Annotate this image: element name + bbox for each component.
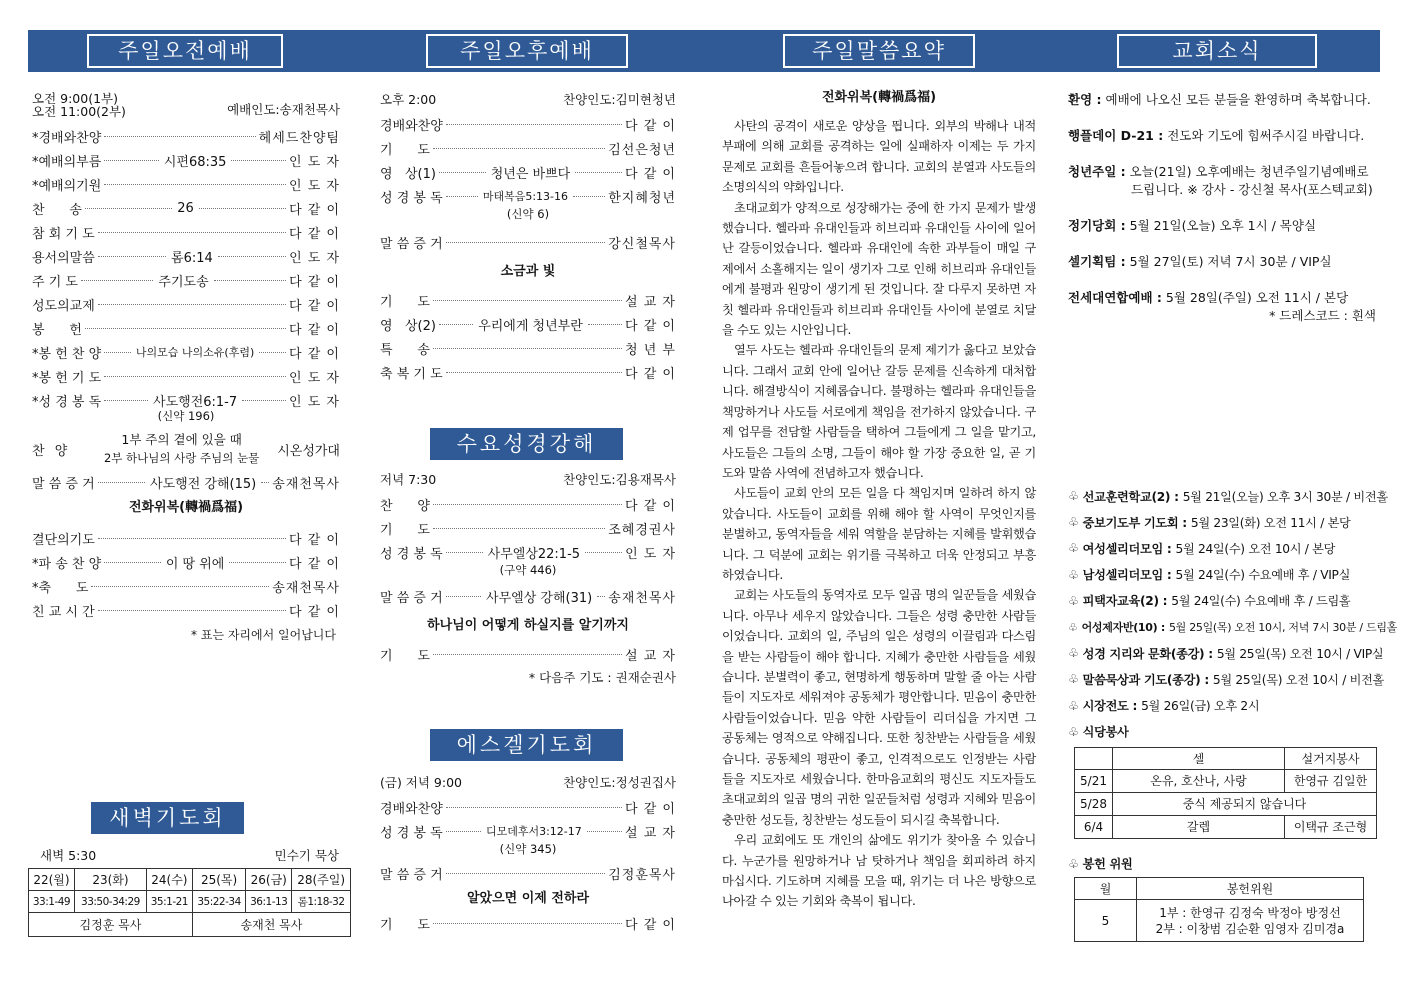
ezekiel-scripture-sub: (신약 345) bbox=[499, 842, 557, 856]
news-list-item bbox=[1068, 509, 1380, 535]
row-label: *봉 헌 찬 양 bbox=[32, 346, 102, 362]
row-label: *봉 헌 기 도 bbox=[32, 370, 102, 386]
row-leader: 조혜경권사 bbox=[608, 522, 676, 538]
summary-paragraph: 열두 사도는 헬라파 유대인들의 문제 제기가 옳다고 보았습니다. 그래서 교회 안에 일어난 갈등 문제를 신속하게 대처합니다. 해결방식이 지혜롭습니다. 불평하는 헬라파 유대인들을 책망하거나 사도들 서로에게 책임을 전가하지 않았습니다. 구제 업무를 전담할 사람들을 택하여 그들에게 그 일을 맡기고, 사도들은 그들의 소명, 그들이 해야 할 가장 중요한 일, 곧 기도와 말씀 사역에 전념하고자 했습니다. bbox=[722, 343, 1036, 480]
summary-title: 전화위복(轉禍爲福) bbox=[821, 90, 937, 105]
order-row bbox=[380, 540, 676, 564]
news-cell-plan bbox=[1068, 252, 1380, 270]
order-row bbox=[380, 160, 676, 184]
summary-paragraph: 사탄의 공격이 새로운 양상을 띕니다. 외부의 박해나 내적 부패에 의해 교회를 공격하는 일에 실패하자 이제는 두 가지 문제로 교회를 흔들어놓으려 합니다. 교회의 분열과 사도들의 소명의식의 약화입니다. bbox=[722, 119, 1036, 195]
offering-table bbox=[1074, 877, 1364, 942]
order-row bbox=[32, 148, 340, 172]
order-row bbox=[380, 312, 676, 336]
row-label: *경배와찬양 bbox=[32, 130, 102, 146]
row-mid: 나의모습 나의소유(후렴) bbox=[135, 346, 255, 359]
order-row bbox=[32, 220, 340, 244]
offering-line1: 1부 : 한영규 김정숙 박정아 방정선 bbox=[1159, 905, 1341, 920]
news-text: 5월 21일(오늘) 오후 1시 / 목양실 bbox=[1129, 218, 1317, 233]
news-key: 성경 지리와 문화(종강) : bbox=[1082, 646, 1213, 661]
row-mid: 26 bbox=[177, 200, 194, 216]
order-row bbox=[32, 196, 340, 220]
news-key: 선교훈련학교(2) : bbox=[1082, 489, 1179, 504]
row-leader: 다 같 이 bbox=[625, 366, 676, 382]
wednesday-sermon-row bbox=[380, 584, 676, 608]
order-row bbox=[380, 136, 676, 160]
anthem-line2: 2부 하나님의 사랑 주님의 눈물 bbox=[103, 451, 260, 465]
summary-section bbox=[722, 86, 1036, 912]
news-dday bbox=[1068, 126, 1380, 144]
row-label: 말 씀 증 거 bbox=[380, 236, 443, 252]
afternoon-sermon-row bbox=[380, 230, 676, 254]
header-afternoon: 주일오후예배 bbox=[426, 34, 628, 68]
row-label: 친 교 시 간 bbox=[32, 604, 95, 620]
news-youth bbox=[1068, 162, 1380, 180]
offering-title-row bbox=[1068, 851, 1380, 877]
news-text: 5월 25일(목) 오전 10시 / 비전홀 bbox=[1212, 672, 1385, 687]
morning-sermon-row bbox=[32, 470, 340, 494]
row-mid: 우리에게 청년부란 bbox=[478, 318, 583, 334]
news-key: 어성제자반(10) : bbox=[1081, 621, 1165, 635]
news-key: 정기당회 : bbox=[1068, 218, 1126, 233]
meal-row bbox=[1075, 792, 1377, 815]
afternoon-leader: 찬양인도:김미현청년 bbox=[563, 92, 676, 107]
dawn-day: 26(금) bbox=[246, 869, 292, 891]
meal-wash: 이택규 조근형 bbox=[1285, 815, 1377, 838]
dawn-table bbox=[28, 868, 351, 937]
dawn-pastor1: 김정훈 목사 bbox=[29, 913, 193, 937]
morning-scripture-sub: (신약 196) bbox=[157, 409, 215, 423]
row-label: 말 씀 증 거 bbox=[380, 867, 443, 883]
clover-icon: ♧ bbox=[1068, 541, 1079, 556]
dawn-pastor2: 송재천 목사 bbox=[192, 913, 350, 937]
row-leader: 청 년 부 bbox=[625, 342, 676, 358]
order-row bbox=[380, 360, 676, 384]
row-leader: 인 도 자 bbox=[289, 178, 340, 194]
meal-date: 5/28 bbox=[1075, 792, 1113, 815]
row-leader: 다 같 이 bbox=[625, 917, 676, 933]
row-label: 경배와찬양 bbox=[380, 801, 443, 817]
order-row bbox=[32, 574, 340, 598]
meal-row bbox=[1075, 815, 1377, 838]
order-row bbox=[380, 642, 676, 666]
meal-header-cell: 셀 bbox=[1113, 747, 1285, 769]
row-mid: 사도행전6:1-7 bbox=[153, 394, 238, 410]
row-leader: 다 같 이 bbox=[289, 226, 340, 242]
order-row bbox=[380, 819, 676, 843]
row-label: 특 송 bbox=[380, 342, 430, 358]
dawn-book: 민수기 묵상 bbox=[274, 848, 339, 863]
news-list-item bbox=[1068, 562, 1380, 588]
wednesday-title: 수요성경강해 bbox=[430, 428, 623, 460]
dawn-ref: 36:1-13 bbox=[246, 891, 292, 913]
row-leader: 다 같 이 bbox=[289, 532, 340, 548]
row-leader: 다 같 이 bbox=[289, 556, 340, 572]
row-leader: 송재천목사 bbox=[272, 580, 340, 596]
row-leader: 다 같 이 bbox=[289, 322, 340, 338]
row-leader: 인 도 자 bbox=[289, 394, 340, 410]
row-mid: 마태복음5:13-16 bbox=[482, 190, 569, 203]
news-text: 5월 28일(주일) 오전 11시 / 본당 bbox=[1165, 290, 1349, 305]
row-leader: 다 같 이 bbox=[289, 274, 341, 290]
offering-header-members: 봉헌위원 bbox=[1137, 878, 1364, 900]
row-leader: 인 도 자 bbox=[289, 154, 340, 170]
dawn-day: 24(수) bbox=[146, 869, 192, 891]
row-leader: 김정훈목사 bbox=[608, 867, 676, 883]
row-label: 기 도 bbox=[380, 648, 430, 664]
wednesday-scripture-sub: (구약 446) bbox=[499, 563, 557, 577]
news-list-item bbox=[1068, 483, 1388, 509]
order-row bbox=[32, 244, 340, 268]
row-mid: 주기도송 bbox=[158, 274, 209, 290]
ezekiel-sermon-title: 알았으면 이제 전하라 bbox=[466, 891, 590, 906]
row-label: 성 경 봉 독 bbox=[380, 825, 443, 841]
news-session bbox=[1068, 216, 1380, 234]
row-label: 말 씀 증 거 bbox=[32, 476, 95, 492]
row-leader: 송재천목사 bbox=[272, 476, 340, 492]
row-label: 기 도 bbox=[380, 917, 430, 933]
meal-header-wash: 설거지봉사 bbox=[1285, 747, 1377, 769]
meal-table bbox=[1074, 747, 1377, 839]
ezekiel-section bbox=[380, 771, 676, 935]
row-label: 축 복 기 도 bbox=[380, 366, 443, 382]
dawn-ref: 롬1:18-32 bbox=[292, 891, 351, 913]
header-summary: 주일말씀요약 bbox=[783, 34, 975, 68]
news-key: 말씀묵상과 기도(종강) : bbox=[1082, 672, 1209, 687]
dawn-title: 새벽기도회 bbox=[91, 802, 244, 834]
row-leader: 다 같 이 bbox=[625, 318, 676, 334]
news-joint-worship bbox=[1068, 288, 1380, 306]
news-key: 셀기획팀 : bbox=[1068, 254, 1126, 269]
row-leader: 김선은청년 bbox=[608, 142, 676, 158]
row-label: *예배의부름 bbox=[32, 154, 102, 170]
summary-paragraph: 우리 교회에도 또 개인의 삶에도 위기가 찾아올 수 있습니다. 누군가를 원망하거나 남 탓하거나 책임을 회피하려 하지 마십시다. 기도하며 지혜를 모을 때, 위기는 더 나은 방향으로 나아갈 수 있는 기회와 축복이 됩니다. bbox=[722, 833, 1036, 909]
dawn-day: 23(화) bbox=[74, 869, 146, 891]
order-row bbox=[32, 550, 340, 574]
row-leader: 다 같 이 bbox=[625, 801, 676, 817]
news-list-item bbox=[1068, 719, 1380, 745]
news-list-item bbox=[1068, 640, 1384, 666]
row-label: *성 경 봉 독 bbox=[32, 394, 102, 410]
morning-sermon-title: 전화위복(轉禍爲福) bbox=[128, 500, 244, 515]
news-key: 환영 : bbox=[1068, 92, 1102, 107]
order-row bbox=[32, 124, 340, 148]
row-mid: 사무엘상 강해(31) bbox=[486, 590, 593, 606]
order-row bbox=[32, 268, 340, 292]
row-leader: 다 같 이 bbox=[625, 498, 676, 514]
news-text: 5월 27일(토) 저녁 7시 30분 / VIP실 bbox=[1129, 254, 1332, 269]
ezekiel-leader: 찬양인도:정성권집사 bbox=[563, 775, 676, 790]
row-label: 기 도 bbox=[380, 522, 430, 538]
row-mid: 디모데후서3:12-17 bbox=[485, 825, 582, 838]
news-key: 중보기도부 기도회 : bbox=[1082, 515, 1187, 530]
order-row bbox=[380, 112, 676, 136]
row-leader: 다 같 이 bbox=[625, 118, 676, 134]
afternoon-sermon-title: 소금과 빛 bbox=[500, 264, 556, 279]
row-label: 성 경 봉 독 bbox=[380, 546, 443, 562]
row-label: 말 씀 증 거 bbox=[380, 590, 443, 606]
news-key: 행플데이 D-21 : bbox=[1068, 128, 1164, 143]
row-leader: 다 같 이 bbox=[289, 604, 340, 620]
news-key: 남성셀리더모임 : bbox=[1082, 568, 1172, 583]
news-text: 5월 24일(수) 수요예배 후 / 드림홀 bbox=[1171, 594, 1351, 609]
offering-month: 5 bbox=[1075, 900, 1137, 942]
row-leader: 설 교 자 bbox=[625, 825, 676, 841]
afternoon-scripture-sub: (신약 6) bbox=[506, 207, 550, 221]
row-mid: 이 땅 위에 bbox=[165, 556, 225, 572]
news-key: 여성셀리더모임 : bbox=[1082, 541, 1172, 556]
row-leader: 설 교 자 bbox=[625, 648, 676, 664]
row-leader: 다 같 이 bbox=[625, 166, 676, 182]
row-mid: 사무엘상22:1-5 bbox=[487, 546, 581, 562]
ezekiel-sermon-row bbox=[380, 861, 676, 885]
wednesday-sermon-title: 하나님이 어떻게 하실지를 알기까지 bbox=[427, 618, 629, 633]
row-leader: 인 도 자 bbox=[289, 370, 340, 386]
dawn-section bbox=[28, 846, 351, 937]
news-text: 5월 25일(목) 오전 10시 / VIP실 bbox=[1216, 646, 1384, 661]
row-leader: 설 교 자 bbox=[625, 294, 676, 310]
clover-icon: ♧ bbox=[1068, 672, 1079, 687]
clover-icon: ♧ bbox=[1068, 646, 1079, 661]
anthem-line1: 1부 주의 곁에 있을 때 bbox=[121, 432, 242, 447]
row-label: 결단의기도 bbox=[32, 532, 95, 548]
morning-time1: 오전 9:00(1부) bbox=[32, 91, 118, 106]
dawn-ref: 35:22-34 bbox=[192, 891, 245, 913]
meal-cell: 온유, 호산나, 사랑 bbox=[1113, 769, 1285, 792]
row-label: *예배의기원 bbox=[32, 178, 102, 194]
row-leader: 다 같 이 bbox=[289, 346, 340, 362]
clover-icon: ♧ bbox=[1068, 620, 1078, 634]
news-key: 전세대연합예배 : bbox=[1068, 290, 1162, 305]
row-leader: 인 도 자 bbox=[289, 250, 341, 266]
row-leader: 다 같 이 bbox=[289, 298, 340, 314]
wednesday-time: 저녁 7:30 bbox=[380, 472, 437, 487]
afternoon-time: 오후 2:00 bbox=[380, 92, 437, 107]
news-key: 피택자교육(2) : bbox=[1082, 594, 1168, 609]
offering-header-month: 월 bbox=[1075, 878, 1137, 900]
row-label: 영 상(2) bbox=[380, 318, 436, 334]
news-text: 오늘(21일) 오후예배는 청년주일기념예배로 bbox=[1129, 164, 1369, 179]
dawn-day: 28(주일) bbox=[292, 869, 351, 891]
afternoon-section bbox=[380, 88, 676, 384]
dawn-ref: 33:1-49 bbox=[29, 891, 75, 913]
dawn-ref: 33:50-34:29 bbox=[74, 891, 146, 913]
row-leader: 헤세드찬양팀 bbox=[258, 130, 340, 146]
morning-note: * 표는 자리에서 일어납니다 bbox=[191, 628, 336, 642]
order-row bbox=[380, 911, 676, 935]
order-row bbox=[32, 172, 340, 196]
row-label: 용서의말씀 bbox=[32, 250, 95, 266]
anthem-label: 찬 양 bbox=[32, 443, 71, 459]
clover-icon: ♧ bbox=[1068, 515, 1079, 530]
meal-row bbox=[1075, 769, 1377, 792]
news-text: 5월 24일(수) 수요예배 후 / VIP실 bbox=[1175, 568, 1351, 583]
meal-date: 5/21 bbox=[1075, 769, 1113, 792]
row-mid: 시편68:35 bbox=[163, 154, 227, 170]
row-label: 성 경 봉 독 bbox=[380, 190, 443, 206]
row-label: 영 상(1) bbox=[380, 166, 436, 182]
news-text: 5월 21일(오늘) 오후 3시 30분 / 비전홀 bbox=[1182, 489, 1388, 504]
news-text: 5월 24일(수) 오전 10시 / 본당 bbox=[1175, 541, 1336, 556]
row-label: 경배와찬양 bbox=[380, 118, 443, 134]
summary-paragraph: 초대교회가 양적으로 성장해가는 중에 한 가지 문제가 발생했습니다. 헬라파 유대인들과 히브리파 유대인들 사이에 일어난 갈등이었습니다. 헬라파 유대인에 속한 과부들이 매일 구제에서 소홀해지는 일이 생기자 그로 인해 히브리파 유대인들에게 불평과 원망이 생기게 된 것입니다. 잘 다루지 못하면 자칫 헬라파 유대인들과 히브리파 유대인들 사이에 분열로 치달을 수도 있는 시안입니다. bbox=[722, 200, 1036, 338]
row-mid: 롬6:14 bbox=[171, 250, 213, 266]
news-text: 5월 26일(금) 오후 2시 bbox=[1141, 699, 1260, 714]
news-section bbox=[1068, 90, 1380, 336]
row-label: 주 기 도 bbox=[32, 274, 78, 290]
row-label: *축 도 bbox=[32, 580, 89, 596]
offering-line2: 2부 : 이창범 김순환 임영자 김미경a bbox=[1155, 921, 1345, 936]
order-row bbox=[380, 795, 676, 819]
row-leader: 인 도 자 bbox=[625, 546, 677, 562]
header-morning: 주일오전예배 bbox=[87, 34, 283, 68]
summary-paragraph: 사도들이 교회 안의 모든 일을 다 책임지며 일하려 하지 않았습니다. 사도들이 교회를 위해 해야 할 사역이 무엇인지를 분별하고, 동역자들을 세워 역할을 분담하는 지혜를 발휘했습니다. 그 덕분에 교회는 위기를 극복하고 더욱 안정되고 부흥하였습니다. bbox=[722, 486, 1036, 582]
morning-time2: 오전 11:00(2부) bbox=[32, 104, 126, 119]
order-row bbox=[32, 340, 340, 364]
row-leader: 강신철목사 bbox=[608, 236, 676, 252]
news-key: 식당봉사 bbox=[1082, 725, 1129, 740]
row-leader: 한지혜청년 bbox=[608, 190, 677, 206]
wednesday-next: * 다음주 기도 : 권재순권사 bbox=[528, 670, 676, 685]
news-list-item bbox=[1068, 666, 1385, 692]
clover-icon: ♧ bbox=[1068, 489, 1079, 504]
news-key: 청년주일 : bbox=[1068, 164, 1126, 179]
morning-section bbox=[32, 88, 340, 643]
news-key: 시장전도 : bbox=[1082, 699, 1138, 714]
row-label: *파 송 찬 양 bbox=[32, 556, 102, 572]
morning-leader: 예배인도:송재천목사 bbox=[227, 102, 340, 117]
summary-paragraph: 교회는 사도들의 동역자로 모두 일곱 명의 일꾼들을 세웠습니다. 아무나 세우지 않았습니다. 그들은 성령 충만한 사람들이었습니다. 교회의 일, 주님의 일은 성령의 이끌림과 다스림을 받는 사람들이 해야 합니다. 지혜가 충만한 사람들을 세웠습니다. 분별력이 좋고, 현명하게 행동하며 말할 줄 아는 사람들이 지도자로 세워져야 공동체가 평안합니다. 믿음이 충만한 사람들이었습니다. 믿음 약한 사람들이 리더십을 가지면 그 공동체는 영적으로 약해집니다. 또한 칭찬받는 사람들을 세웠습니다. 공동체의 평판이 좋고, 인격적으로도 인정받는 사람들을 지도자로 세웠습니다. 한마음교회의 평신도 지도자들도 초대교회의 일곱 명의 귀한 일꾼들처럼 성령과 지혜와 믿음이 충만한 성도들, 칭찬받는 성도들이 되시길 축복합니다. bbox=[722, 588, 1036, 827]
news-text: 5월 23일(화) 오전 11시 / 본당 bbox=[1190, 515, 1351, 530]
news-text: 예배에 나오신 모든 분들을 환영하며 축복합니다. bbox=[1105, 92, 1371, 107]
meal-cell: 갈렙 bbox=[1113, 815, 1285, 838]
news-text: 전도와 기도에 힘써주시길 바랍니다. bbox=[1167, 128, 1365, 143]
ezekiel-time: (금) 저녁 9:00 bbox=[380, 775, 462, 790]
order-row bbox=[32, 316, 340, 340]
order-row bbox=[380, 184, 676, 208]
news-list-item bbox=[1068, 535, 1380, 561]
row-label: 성도의교제 bbox=[32, 298, 95, 314]
row-label: 참 회 기 도 bbox=[32, 226, 95, 242]
order-row bbox=[32, 598, 340, 622]
dawn-ref: 35:1-21 bbox=[146, 891, 192, 913]
ezekiel-title: 에스겔기도회 bbox=[430, 729, 623, 761]
row-label: 봉 헌 bbox=[32, 322, 82, 338]
news-text: 5월 25일(목) 오전 10시, 저녁 7시 30분 / 드림홀 bbox=[1168, 621, 1397, 635]
order-row bbox=[32, 526, 340, 550]
meal-date: 6/4 bbox=[1075, 815, 1113, 838]
meal-wash: 한영규 김일한 bbox=[1285, 769, 1377, 792]
news-list bbox=[1068, 483, 1397, 942]
meal-cell: 중식 제공되지 않습니다 bbox=[1113, 792, 1377, 815]
dawn-day: 25(목) bbox=[192, 869, 245, 891]
clover-icon: ♧ bbox=[1068, 856, 1079, 871]
dawn-day: 22(월) bbox=[29, 869, 75, 891]
clover-icon: ♧ bbox=[1068, 724, 1079, 739]
clover-icon: ♧ bbox=[1068, 567, 1079, 582]
wednesday-section bbox=[380, 468, 676, 686]
news-list-item bbox=[1068, 588, 1380, 614]
row-leader: 송재천목사 bbox=[608, 590, 676, 606]
order-row bbox=[380, 516, 676, 540]
news-youth-line2: 드립니다. ※ 강사 - 강신철 목사(포스텍교회) bbox=[1131, 182, 1373, 197]
row-mid: 청년은 바쁘다 bbox=[490, 166, 571, 182]
header-news: 교회소식 bbox=[1117, 34, 1317, 68]
news-list-item bbox=[1068, 614, 1397, 640]
row-label: 기 도 bbox=[380, 142, 430, 158]
row-label: 찬 양 bbox=[380, 498, 430, 514]
row-mid: 사도행전 강해(15) bbox=[150, 476, 257, 492]
order-row bbox=[32, 364, 340, 388]
news-welcome bbox=[1068, 90, 1380, 108]
clover-icon: ♧ bbox=[1068, 593, 1079, 608]
offering-title: 봉헌 위원 bbox=[1082, 857, 1133, 872]
order-row bbox=[380, 288, 676, 312]
order-row bbox=[380, 492, 676, 516]
order-row bbox=[32, 292, 340, 316]
row-label: 기 도 bbox=[380, 294, 430, 310]
clover-icon: ♧ bbox=[1068, 698, 1079, 713]
order-row bbox=[380, 336, 676, 360]
wednesday-leader: 찬양인도:김용재목사 bbox=[563, 472, 676, 487]
news-list-item bbox=[1068, 693, 1380, 719]
news-dress: * 드레스코드 : 흰색 bbox=[1269, 308, 1376, 323]
row-label: 찬 송 bbox=[32, 202, 82, 218]
row-leader: 다 같 이 bbox=[289, 202, 341, 218]
anthem-leader: 시온성가대 bbox=[277, 443, 340, 459]
dawn-time: 새벽 5:30 bbox=[40, 848, 97, 863]
